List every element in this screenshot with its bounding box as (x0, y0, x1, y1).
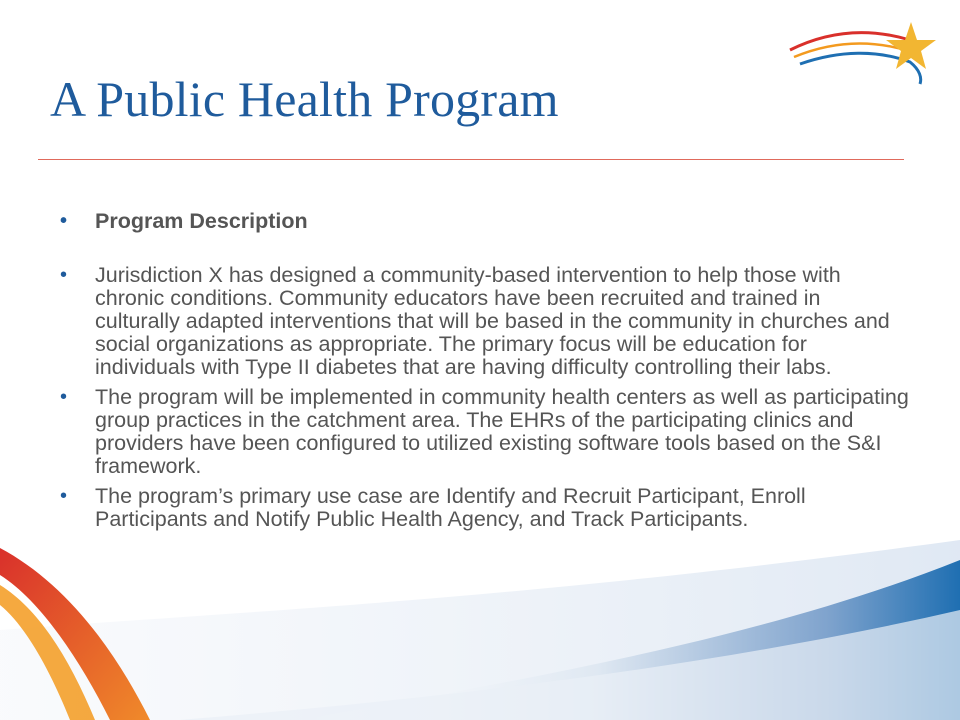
bullet-list (60, 210, 910, 538)
bullet-marker: • (60, 386, 68, 408)
bullet-text: Program Description (95, 209, 308, 233)
title-divider (38, 159, 904, 160)
bullet-text: The program will be implemented in community health centers as well as participating group practices in the catchment area. The EHRs of the participating clinics and providers have been configured to utilized existing software tools based on the S&I framework. (95, 385, 909, 478)
bullet-item (60, 264, 910, 379)
slide-title: A Public Health Program (50, 71, 559, 127)
bullet-text: Jurisdiction X has designed a community-based intervention to help those with chronic conditions. Community educators have been recruited and trained in culturally adapted interventions that will be based in the community in churches and social organizations as appropriate. The primary focus will be education for individuals with Type II diabetes that are having difficulty controlling their labs. (95, 263, 890, 379)
bullet-item (60, 386, 910, 478)
bullet-marker: • (60, 485, 68, 507)
bullet-marker: • (60, 264, 68, 286)
bullet-text: The program’s primary use case are Identify and Recruit Participant, Enroll Participants and Notify Public Health Agency, and Track Participants. (95, 484, 806, 531)
bullet-item (60, 485, 910, 531)
bullet-item (60, 210, 910, 233)
star-swoosh-logo (780, 10, 960, 100)
bullet-marker: • (60, 210, 68, 232)
